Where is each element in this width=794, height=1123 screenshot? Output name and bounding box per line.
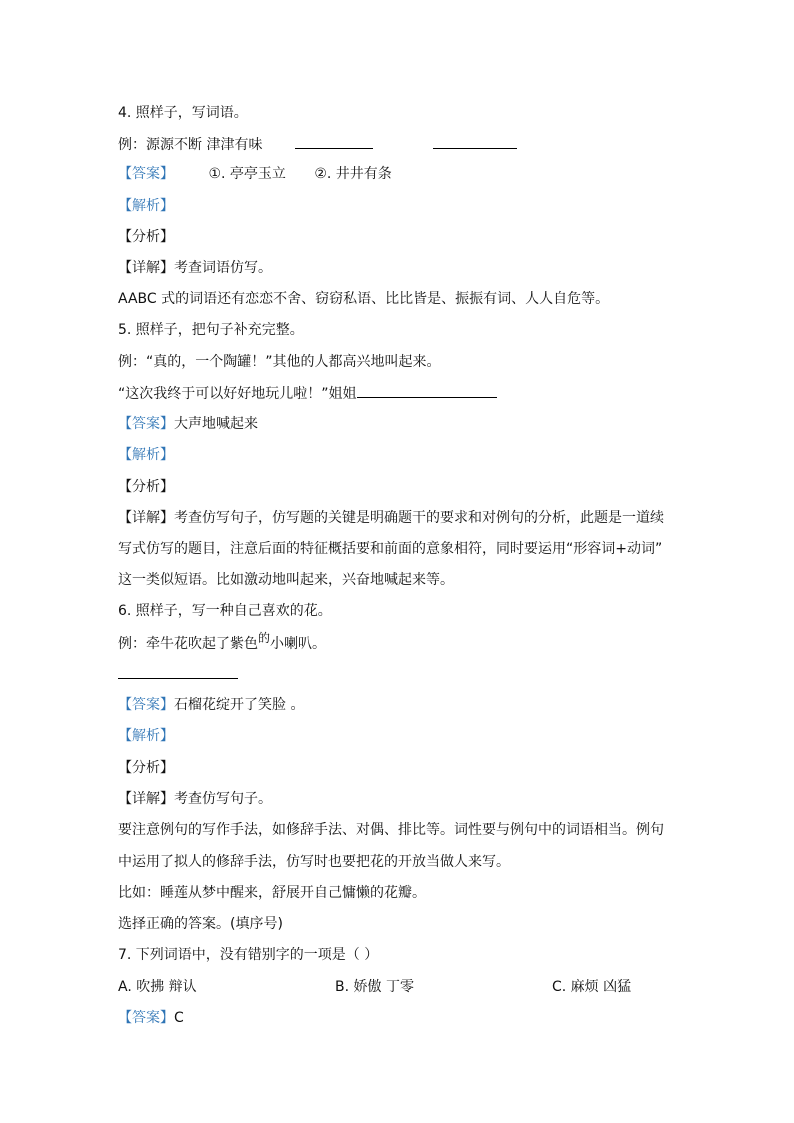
q6-detail-tag: 【详解】 <box>118 791 174 807</box>
q5-detail-3: 这一类似短语。比如激动地叫起来，兴奋地喊起来等。 <box>118 572 454 588</box>
q5-title: 5. 照样子，把句子补充完整。 <box>118 322 304 338</box>
q4-blank-1 <box>295 134 373 149</box>
q4-example-line <box>118 134 517 155</box>
q5-detail-line-1 <box>118 508 664 528</box>
q4-detail-tag: 【详解】 <box>118 260 174 276</box>
q4-answer-1: ①. 亭亭玉立 <box>208 166 286 182</box>
q5-prompt: “这次我终于可以好好地玩儿啦！”姐姐 <box>118 386 357 402</box>
q6-detail: 考查仿写句子。 <box>174 791 272 807</box>
q6-blank <box>118 664 238 679</box>
q4-answer-line <box>118 164 392 184</box>
q5-answer-line <box>118 414 258 434</box>
q4-blank-2 <box>433 134 517 149</box>
q5-fenxi: 【分析】 <box>118 479 174 495</box>
q4-jiexi-tag: 【解析】 <box>118 198 174 214</box>
q6-example-c: 小喇叭。 <box>270 636 327 652</box>
q5-blank <box>357 383 497 398</box>
q7-answer-line <box>118 1008 184 1028</box>
q6-example-a: 例：牵牛花吹起了紫色 <box>118 636 258 652</box>
q4-detail: 考查词语仿写。 <box>174 260 272 276</box>
q5-prompt-line <box>118 383 497 404</box>
q4-detail-line <box>118 258 272 278</box>
q7-answer: C <box>174 1010 184 1026</box>
q7-answer-tag: 【答案】 <box>118 1010 174 1026</box>
q4-note: AABC 式的词语还有恋恋不舍、窃窃私语、比比皆是、振振有词、人人自危等。 <box>118 291 610 307</box>
q5-jiexi-tag: 【解析】 <box>118 447 174 463</box>
q4-answer-tag: 【答案】 <box>118 166 174 182</box>
q4-title: 4. 照样子，写词语。 <box>118 105 248 121</box>
q6-jiexi-tag: 【解析】 <box>118 728 174 744</box>
q7-title: 7. 下列词语中，没有错别字的一项是（ ） <box>118 947 379 963</box>
q5-detail-tag: 【详解】 <box>118 510 174 526</box>
q4-example: 例：源源不断 津津有味 <box>118 137 263 153</box>
q5-answer-tag: 【答案】 <box>118 416 174 432</box>
q6-p2: 中运用了拟人的修辞手法，仿写时也要把花的开放当做人来写。 <box>118 854 510 870</box>
q5-detail-1: 考查仿写句子，仿写题的关键是明确题干的要求和对例句的分析，此题是一道续 <box>174 510 664 526</box>
q6-blank-line <box>118 664 238 685</box>
q6-detail-line <box>118 789 272 809</box>
q7-option-a: A. 吹拂 辩认 <box>118 979 197 995</box>
q6-answer-tag: 【答案】 <box>118 697 174 713</box>
q6-fenxi: 【分析】 <box>118 760 174 776</box>
q5-detail-2: 写式仿写的题目，注意后面的特征概括要和前面的意象相符，同时要运用“形容词+动词” <box>118 541 663 557</box>
q6-p1: 要注意例句的写作手法，如修辞手法、对偶、排比等。词性要与例句中的词语相当。例句 <box>118 822 664 838</box>
q6-answer-line <box>118 695 304 715</box>
q4-answer-2: ②. 井井有条 <box>314 166 392 182</box>
q4-fenxi: 【分析】 <box>118 229 174 245</box>
q6-p4: 选择正确的答案。(填序号) <box>118 916 283 932</box>
q7-option-b: B. 娇傲 丁零 <box>335 979 414 995</box>
q5-example: 例：“真的，一个陶罐！”其他的人都高兴地叫起来。 <box>118 354 441 370</box>
q5-answer: 大声地喊起来 <box>174 416 258 432</box>
q6-p3: 比如：睡莲从梦中醒来，舒展开自己慵懒的花瓣。 <box>118 885 426 901</box>
q6-example-line <box>118 631 327 654</box>
q6-title: 6. 照样子，写一种自己喜欢的花。 <box>118 603 332 619</box>
q6-answer: 石榴花绽开了笑脸 。 <box>174 697 305 713</box>
q6-example-b: 的 <box>258 631 271 645</box>
q7-option-c: C. 麻烦 凶猛 <box>552 979 632 995</box>
